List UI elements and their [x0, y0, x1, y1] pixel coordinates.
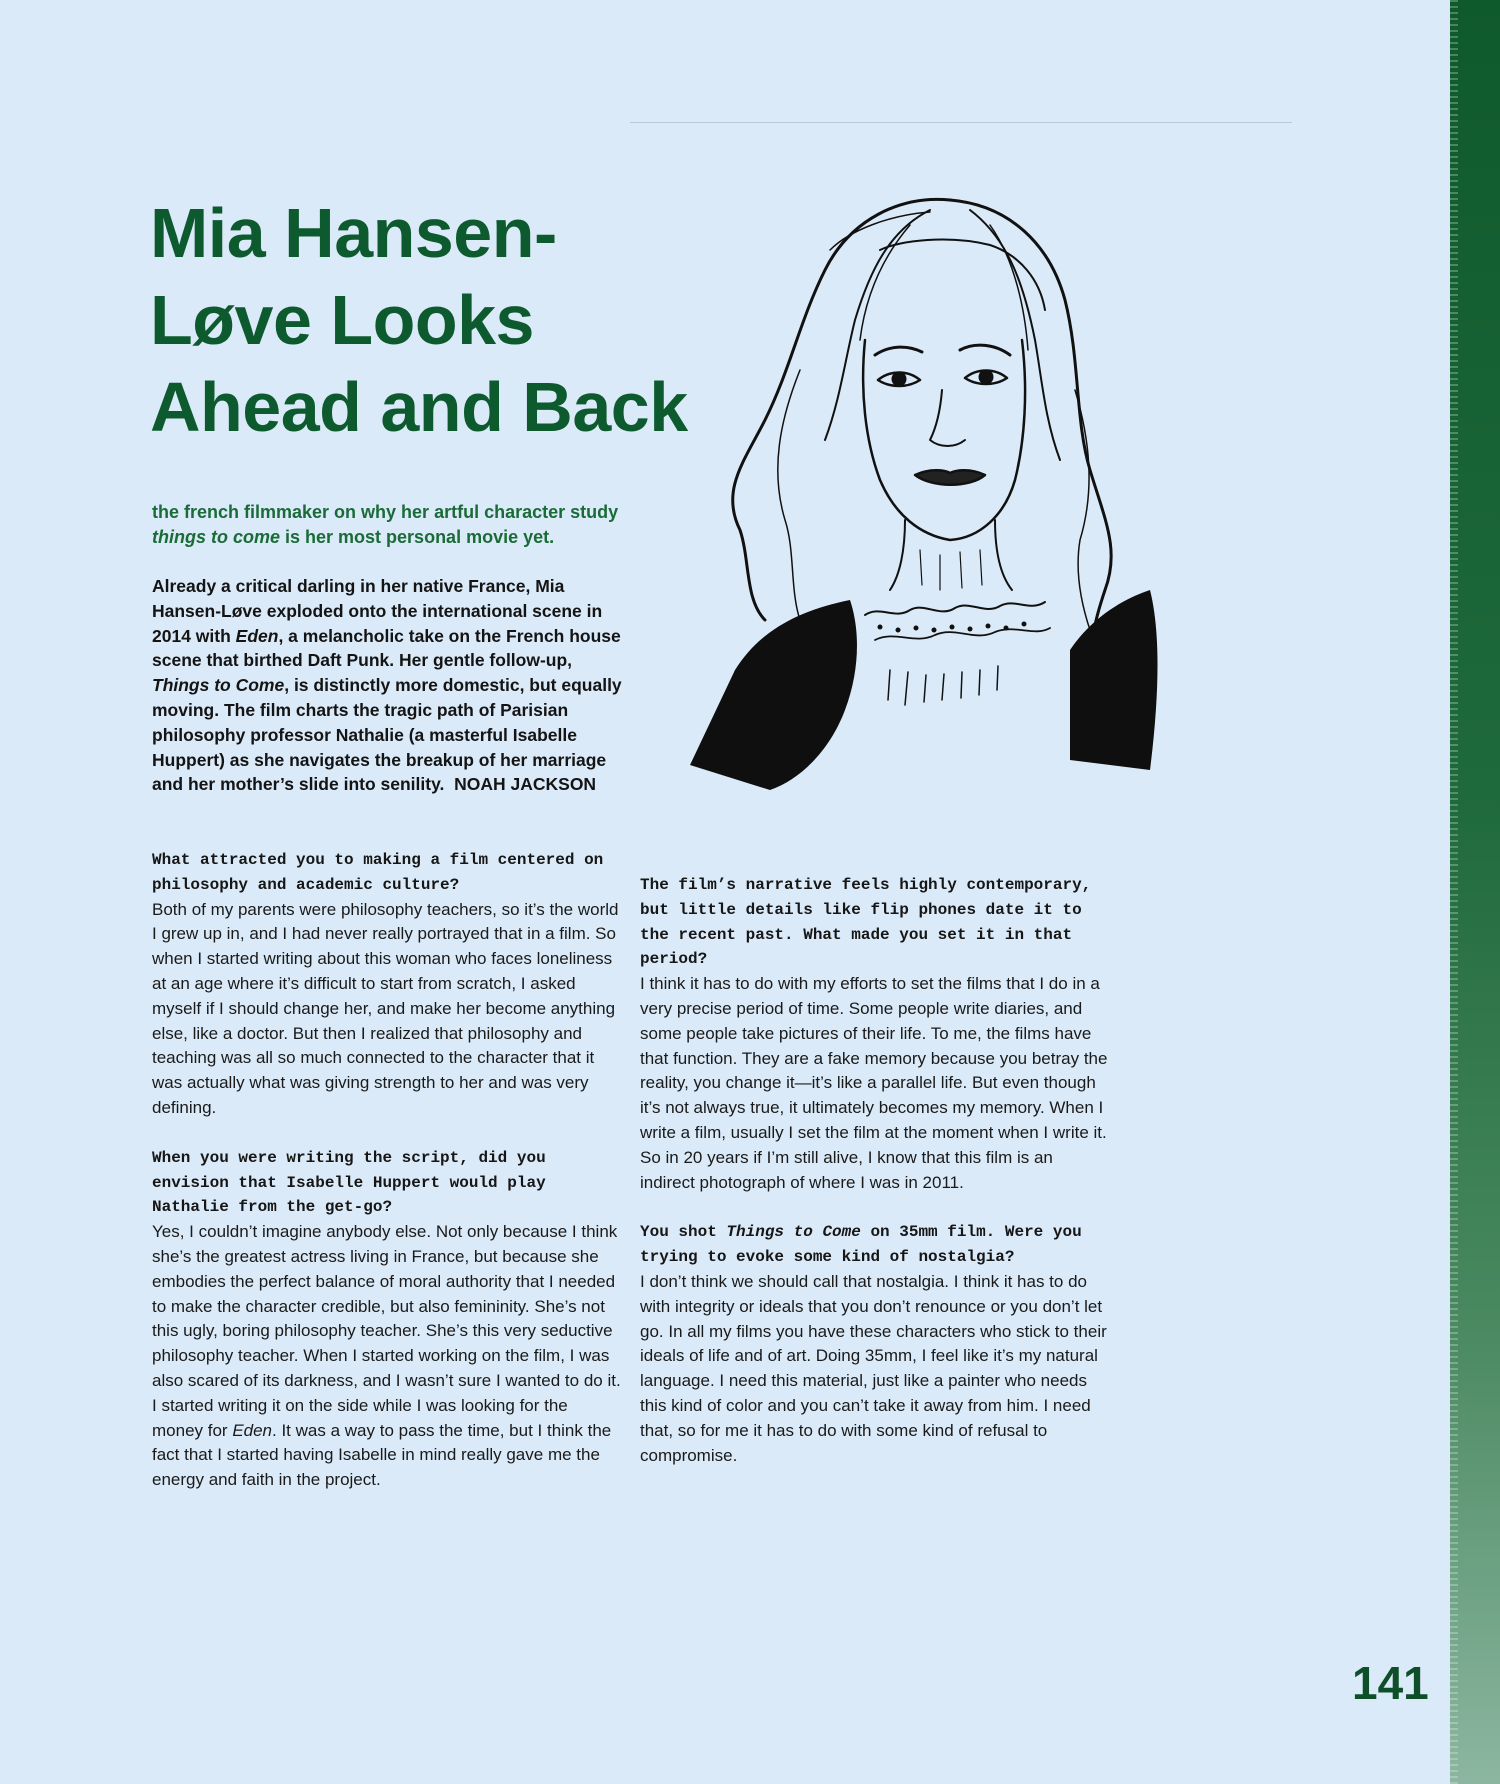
answer-3: I think it has to do with my efforts to set the films that I do in a very precise period of time. Some people write diaries, and some people take pictures of their life. To me, the films have that function. They are a fake memory because you betray the reality, you change it—it’s like a parallel life. But even though it’s not always true, it ultimately becomes my memory. When I write a film, usually I set the film at the moment when I write it. So in 20 years if I’m still alive, I know that this film is an indirect photograph of where I was in 2011. [640, 974, 1108, 1192]
question-4-text-1: You shot [640, 1223, 727, 1242]
question-4 [640, 1220, 1110, 1270]
answer-2-text-2: . It was a way to pass the time, but I think the fact that I started having Isabelle in mind really gave me the energy and faith in the project. [152, 1420, 612, 1490]
page-number: 141 [1352, 1657, 1429, 1709]
question-1: What attracted you to making a film centered on philosophy and academic culture? [152, 851, 604, 894]
intro-eden-title: Eden [235, 625, 279, 646]
headline-line-1: Mia Hansen- [150, 194, 557, 272]
intro-text-1: Already a critical darling in her native France, Mia Hansen-Løve exploded onto the international scene in 2014 with [152, 576, 603, 646]
answer-2-eden-title: Eden [232, 1420, 273, 1440]
question-4-text-2: on 35mm film. Were you trying to evoke some kind of nostalgia? [640, 1223, 1082, 1267]
question-2: When you were writing the script, did you envision that Isabelle Huppert would play Nathalie from the get-go? [152, 1148, 546, 1217]
author-byline: NOAH JACKSON [454, 774, 597, 795]
intro-text-2: , a melancholic take on the French house scene that birthed Daft Punk. Her gentle follow-up, [152, 625, 621, 671]
dek-text-2: is her most personal movie yet. [280, 527, 555, 547]
headline-line-2: Løve Looks [150, 281, 534, 359]
book-spine-edge [1450, 0, 1500, 1784]
interview-column-left [152, 848, 622, 1518]
answer-4: I don’t think we should call that nostalgia. I think it has to do with integrity or ideals that you don’t renounce or you don’t let go. In all my films you have these characters who stick to their ideals of life and of art. Doing 35mm, I feel like it’s my natural language. I need this material, just like a painter who needs this kind of color and you can’t take it away from him. I need that, so for me it has to do with some kind of refusal to compromise. [640, 1271, 1107, 1465]
answer-2 [152, 1220, 622, 1493]
answer-2-text-1: Yes, I couldn’t imagine anybody else. Not only because I think she’s the greatest actress living in France, but because she embodies the perfect balance of moral authority that I needed to make the character credible, but also femininity. She’s not this ugly, boring philosophy teacher. She’s this very seductive philosophy teacher. When I started working on the film, I was also scared of its darkness, and I wasn’t sure I wanted to do it. I started writing it on the side while I was looking for the money for [152, 1222, 621, 1440]
question-3: The film’s narrative feels highly contemporary, but little details like flip phones date it to the recent past. What made you set it in that period? [640, 876, 1092, 969]
question-4-film-title: Things to Come [726, 1223, 861, 1242]
intro-film-title: Things to Come [152, 675, 285, 696]
intro-text-3: , is distinctly more domestic, but equally moving. The film charts the tragic path of Parisian philosophy professor Nathalie (a masterful Isabelle Huppert) as she navigates the breakup of her marriage and her mother’s slide into senility. [152, 675, 622, 795]
dek-film-title: things to come [152, 527, 281, 547]
portrait-illustration [650, 190, 1190, 790]
answer-1: Both of my parents were philosophy teachers, so it’s the world I grew up in, and I had never really portrayed that in a film. So when I started writing about this woman who faces loneliness at an age where it’s difficult to start from scratch, I asked myself if I should change her, and make her become anything else, like a doctor. But then I realized that philosophy and teaching was all so much connected to the character that it was actually what was giving strength to her and was very defining. [152, 899, 619, 1117]
article-intro [152, 574, 622, 797]
dek-text-1: the french filmmaker on why her artful character study [152, 502, 619, 522]
top-rule [630, 122, 1292, 123]
interview-column-right [640, 873, 1110, 1493]
article-dek [152, 500, 622, 550]
headline-line-3: Ahead and Back [150, 368, 688, 446]
